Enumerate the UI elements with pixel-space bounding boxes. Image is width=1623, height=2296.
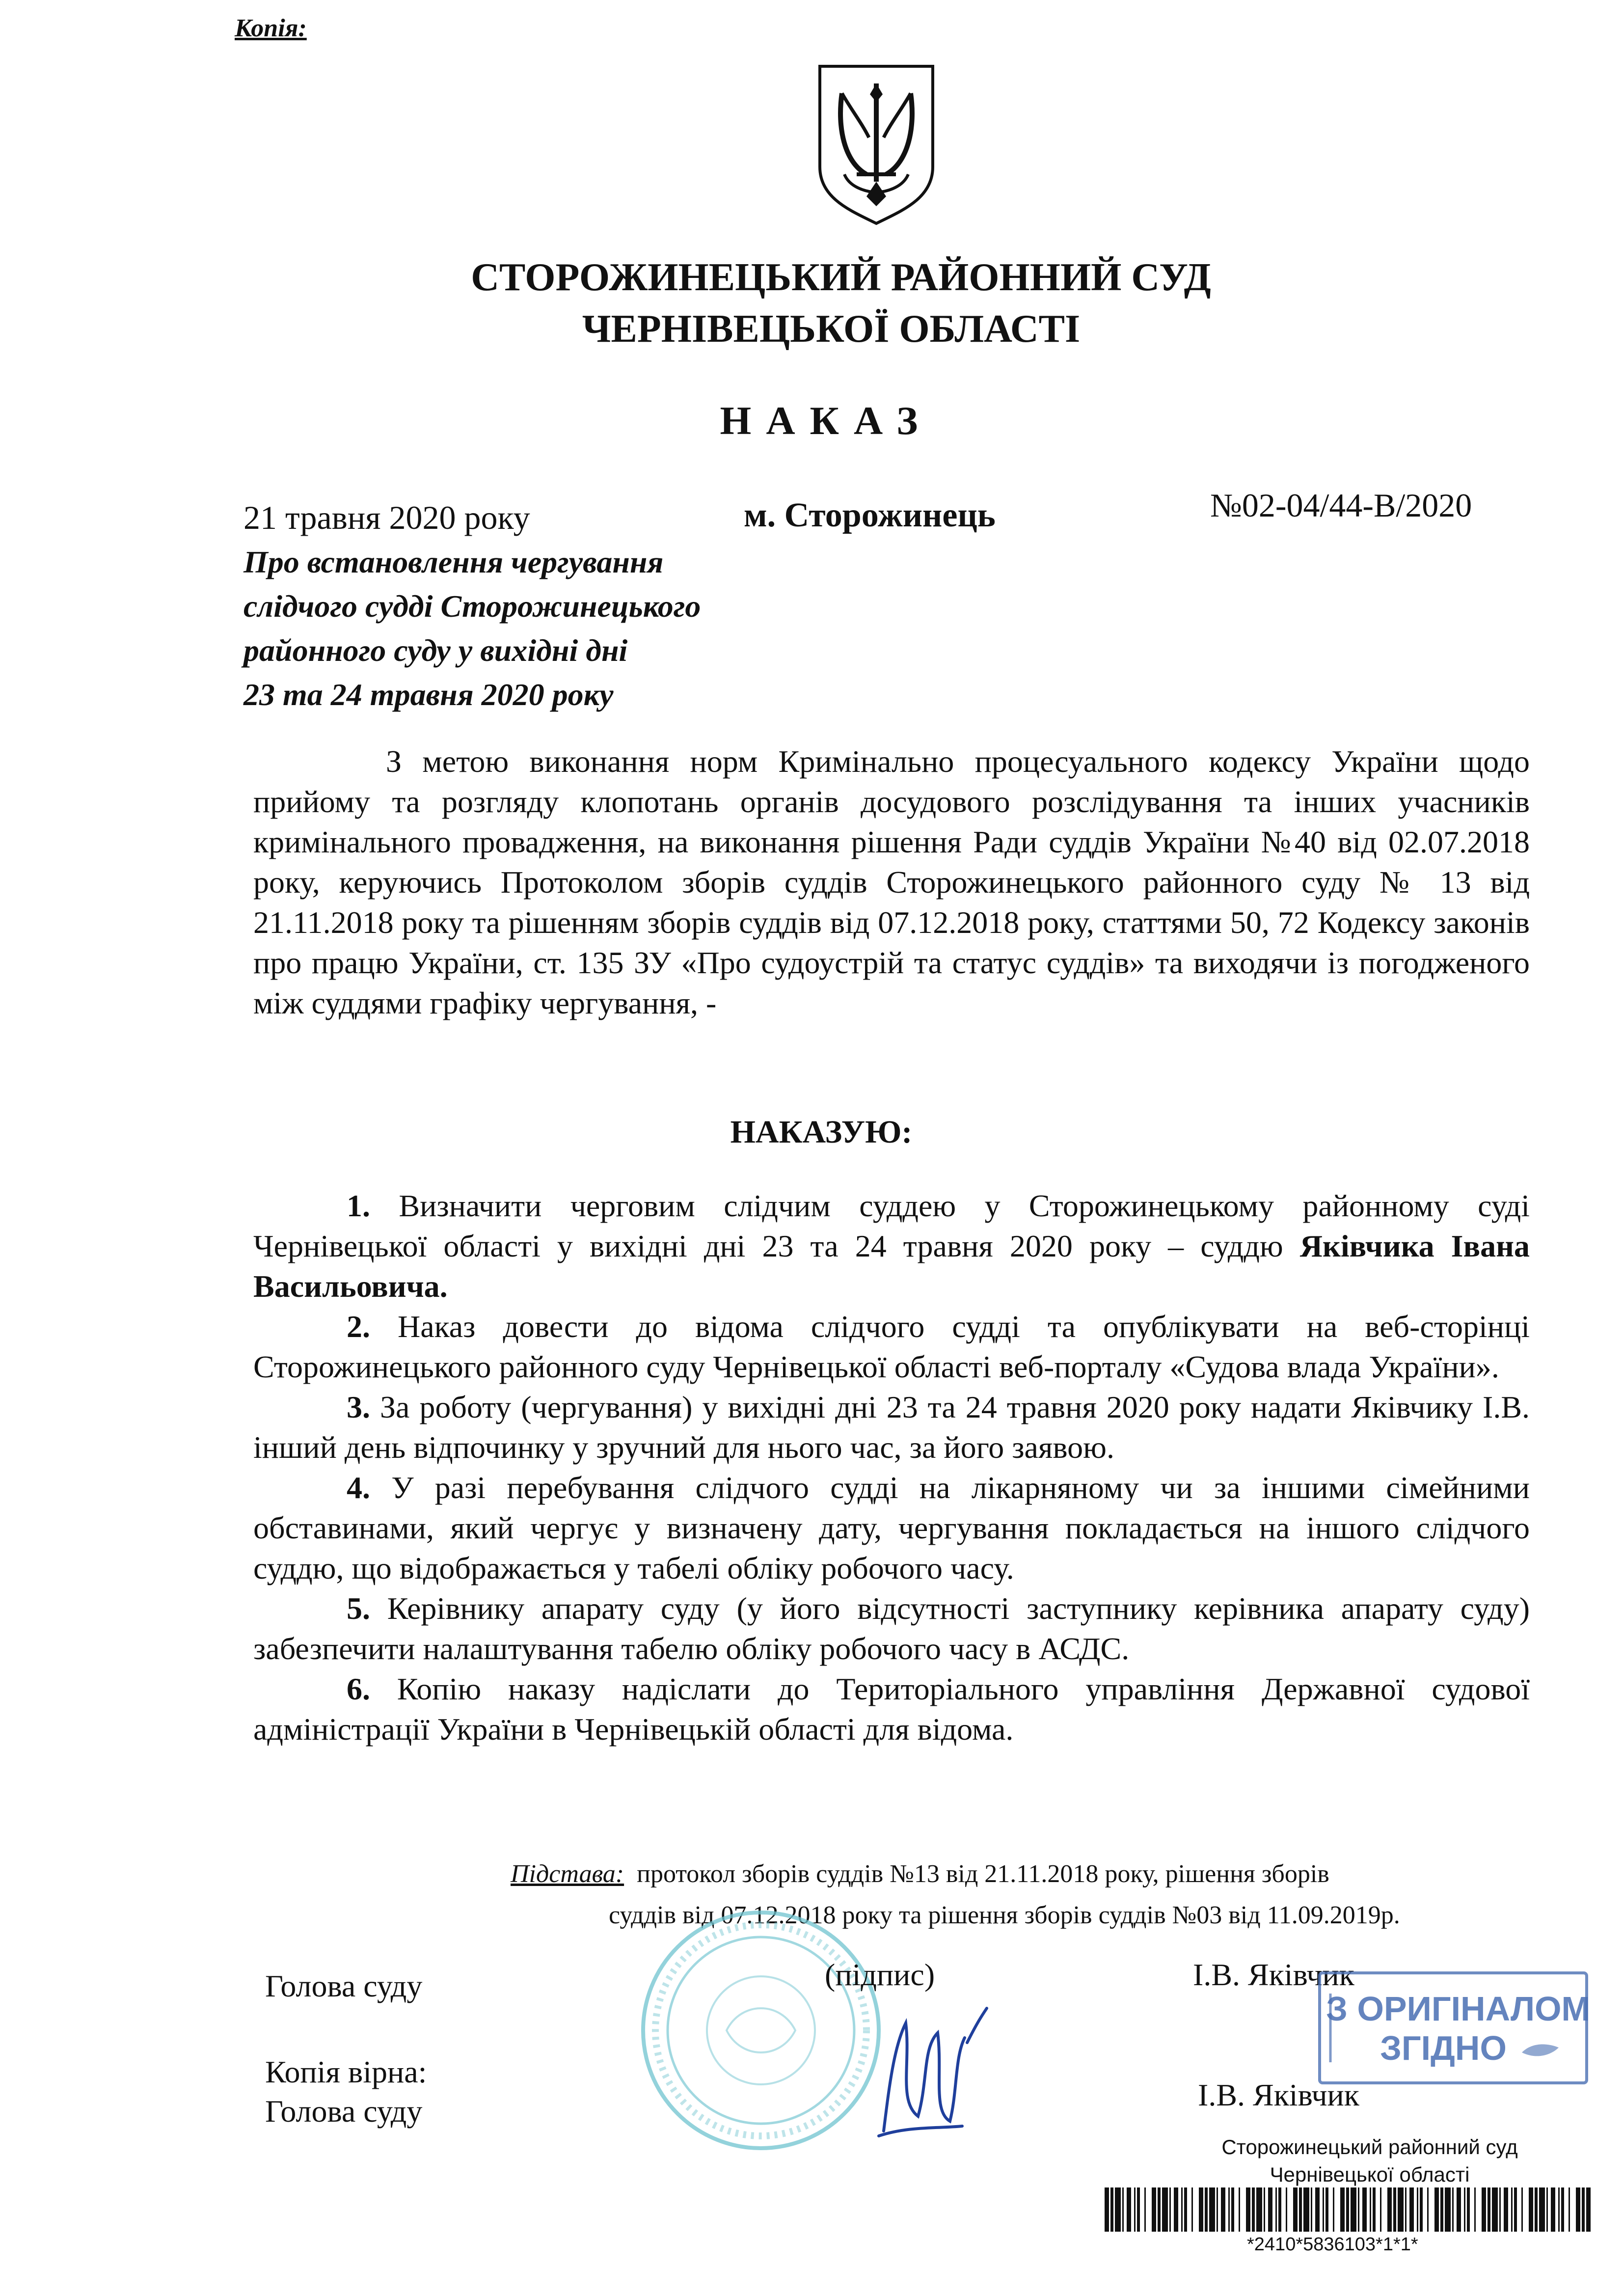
barcode-bar xyxy=(1521,2187,1523,2232)
barcode-bar xyxy=(1434,2187,1439,2232)
subject-line: районного суду у вихідні дні xyxy=(243,633,628,668)
barcode-bar xyxy=(1504,2187,1508,2232)
copy-mark: Копія: xyxy=(235,14,307,42)
stamp-line-1: З ОРИГІНАЛОМ xyxy=(1326,1990,1590,2028)
barcode-bar xyxy=(1162,2187,1168,2232)
barcode-bar xyxy=(1488,2187,1490,2232)
order-date: 21 травня 2020 року xyxy=(243,499,530,536)
order-item: 4. У разі перебування слідчого судді на лікарняному чи за іншими сімейними обставинами, який чергує у визначену дату, чергування покладається на іншого слідчого суддю, що відображається у табелі обліку робочого часу. xyxy=(253,1470,1530,1585)
barcode xyxy=(1105,2187,1591,2232)
barcode-bar xyxy=(1529,2187,1533,2232)
barcode-bar xyxy=(1340,2187,1345,2232)
barcode-bar xyxy=(1152,2187,1156,2232)
original-stamp xyxy=(1316,1969,1591,2087)
barcode-bar xyxy=(1303,2187,1309,2232)
decree-heading: НАКАЗУЮ: xyxy=(730,1114,913,1150)
barcode-bar xyxy=(1380,2187,1381,2232)
barcode-bar xyxy=(1239,2187,1240,2232)
basis-label: Підстава: xyxy=(511,1860,624,1888)
barcode-bar xyxy=(1181,2187,1183,2232)
footer-court: Сторожинецький районний суд Чернівецької області xyxy=(1221,2135,1518,2186)
signer-name: І.В. Яківчик xyxy=(1193,1957,1354,1992)
barcode-bar xyxy=(1482,2187,1486,2232)
barcode-bar xyxy=(1551,2187,1555,2232)
order-city: м. Сторожинець xyxy=(744,496,996,534)
order-item: 3. За роботу (чергування) у вихідні дні 23 та 24 травня 2020 року надати Яківчику І.В. інший день відпочинку у зручний для нього час, за його заявою. xyxy=(253,1390,1530,1465)
order-title: НАКАЗ xyxy=(720,398,933,443)
barcode-bar xyxy=(1231,2187,1234,2232)
subject-line: 23 та 24 травня 2020 року xyxy=(243,677,614,712)
subject-line: слідчого судді Сторожинецького xyxy=(243,589,701,624)
barcode-bar xyxy=(1398,2187,1404,2232)
barcode-bar xyxy=(1370,2187,1371,2232)
barcode-bar xyxy=(1315,2187,1320,2232)
barcode-bar xyxy=(1110,2187,1113,2232)
copy-true-label: Копія вірна: xyxy=(265,2054,427,2089)
order-items xyxy=(253,1186,1530,1749)
barcode-bar xyxy=(1333,2187,1334,2232)
barcode-bar xyxy=(1311,2187,1312,2232)
barcode-bar xyxy=(1115,2187,1121,2232)
court-seal-icon xyxy=(633,1903,889,2158)
barcode-bar xyxy=(1268,2187,1272,2232)
barcode-bar xyxy=(1246,2187,1250,2232)
signature-icon xyxy=(864,2003,992,2151)
barcode-bar xyxy=(1440,2187,1443,2232)
barcode-bar xyxy=(1582,2187,1585,2232)
barcode-bar xyxy=(1492,2187,1498,2232)
barcode-bar xyxy=(1558,2187,1560,2232)
barcode-bar xyxy=(1278,2187,1281,2232)
barcode-bar xyxy=(1286,2187,1287,2232)
barcode-bar xyxy=(1511,2187,1513,2232)
barcode-bar xyxy=(1221,2187,1225,2232)
barcode-text: *2410*5836103*1*1* xyxy=(1247,2234,1418,2255)
order-item: 5. Керівнику апарату суду (у його відсутності заступнику керівника апарату суду) забезпечити налаштування табелю обліку робочого часу в АСДС. xyxy=(253,1591,1530,1666)
head-label: Голова суду xyxy=(265,1968,423,2003)
barcode-bar xyxy=(1464,2187,1465,2232)
barcode-bar xyxy=(1576,2187,1580,2232)
barcode-bar xyxy=(1217,2187,1218,2232)
barcode-bar xyxy=(1209,2187,1215,2232)
barcode-bar xyxy=(1199,2187,1203,2232)
barcode-bar xyxy=(1457,2187,1461,2232)
barcode-bar xyxy=(1191,2187,1193,2232)
barcode-bar xyxy=(1293,2187,1298,2232)
barcode-bar xyxy=(1420,2187,1423,2232)
barcode-bar xyxy=(1362,2187,1367,2232)
barcode-bar xyxy=(1228,2187,1230,2232)
barcode-bar xyxy=(1586,2187,1591,2232)
order-item: 6. Копію наказу надіслати до Територіального управління Державної судової адміністрації України в Чернівецькій області для відома. xyxy=(253,1671,1530,1747)
barcode-bar xyxy=(1134,2187,1136,2232)
basis-line: протокол зборів суддів №13 від 21.11.2018 року, рішення зборів xyxy=(637,1860,1329,1888)
barcode-bar xyxy=(1387,2187,1392,2232)
barcode-bar xyxy=(1346,2187,1349,2232)
barcode-bar xyxy=(1144,2187,1146,2232)
barcode-bar xyxy=(1467,2187,1470,2232)
barcode-bar xyxy=(1452,2187,1454,2232)
coat-of-arms-icon xyxy=(815,64,938,226)
barcode-bar xyxy=(1358,2187,1359,2232)
barcode-bar xyxy=(1373,2187,1376,2232)
barcode-bar xyxy=(1539,2187,1545,2232)
barcode-bar xyxy=(1427,2187,1429,2232)
barcode-bar xyxy=(1514,2187,1517,2232)
stamp-line-2: ЗГІДНО xyxy=(1380,2029,1507,2067)
barcode-bar xyxy=(1127,2187,1131,2232)
barcode-bar xyxy=(1546,2187,1548,2232)
barcode-bar xyxy=(1169,2187,1171,2232)
order-item: 1. Визначити черговим слідчим суддею у Сторожинецькому районному суді Чернівецької області у вихідні дні 23 та 24 травня 2020 року – суддю Яківчика Івана Васильовича. xyxy=(253,1188,1530,1304)
court-name-line2: ЧЕРНІВЕЦЬКОЇ ОБЛАСТІ xyxy=(582,307,1081,351)
barcode-bar xyxy=(1256,2187,1262,2232)
barcode-bar xyxy=(1205,2187,1208,2232)
barcode-bar xyxy=(1325,2187,1328,2232)
barcode-bar xyxy=(1105,2187,1109,2232)
barcode-bar xyxy=(1122,2187,1124,2232)
barcode-bar xyxy=(1252,2187,1255,2232)
barcode-bar xyxy=(1137,2187,1140,2232)
barcode-bar xyxy=(1409,2187,1414,2232)
barcode-bar xyxy=(1184,2187,1187,2232)
barcode-bar xyxy=(1299,2187,1302,2232)
barcode-bar xyxy=(1405,2187,1407,2232)
order-number: №02-04/44-В/2020 xyxy=(1210,487,1472,524)
barcode-bar xyxy=(1158,2187,1161,2232)
preamble-text: З метою виконання норм Кримінально процесуального кодексу України щодо прийому та розгляду клопотань органів досудового розслідування та інших учасників кримінального провадження, на виконання рішення Ради суддів України №40 від 02.07.2018 року, керуючись Протоколом зборів суддів Сторожинецького районного суду № 13 від 21.11.2018 року та рішенням зборів суддів від 07.12.2018 року, статтями 50, 72 Кодексу законів про працю України, ст. 135 ЗУ «Про судоустрій та статус суддів» та виходячи із погодженого між суддями графіку чергування, - xyxy=(253,744,1530,1020)
barcode-bar xyxy=(1393,2187,1396,2232)
signature-note: (підпис) xyxy=(825,1957,935,1992)
barcode-bar xyxy=(1561,2187,1564,2232)
preamble xyxy=(253,741,1530,1023)
barcode-bar xyxy=(1275,2187,1277,2232)
barcode-bar xyxy=(1264,2187,1265,2232)
head-label-2: Голова суду xyxy=(265,2094,423,2129)
order-subject xyxy=(243,540,701,717)
signer-name-2: І.В. Яківчик xyxy=(1198,2077,1359,2112)
barcode-bar xyxy=(1535,2187,1538,2232)
barcode-bar xyxy=(1445,2187,1451,2232)
barcode-bar xyxy=(1499,2187,1501,2232)
order-item: 2. Наказ довести до відома слідчого судді та опублікувати на веб-сторінці Сторожинецького районного суду Чернівецької області веб-порталу «Судова влада України». xyxy=(253,1309,1530,1384)
barcode-bar xyxy=(1351,2187,1356,2232)
barcode-bar xyxy=(1569,2187,1570,2232)
barcode-bar xyxy=(1417,2187,1418,2232)
basis-line: суддів від 07.12.2018 року та рішення зборів суддів №03 від 11.09.2019р. xyxy=(609,1901,1400,1929)
barcode-bar xyxy=(1474,2187,1476,2232)
barcode-bar xyxy=(1174,2187,1178,2232)
subject-line: Про встановлення чергування xyxy=(243,545,664,579)
barcode-bar xyxy=(1323,2187,1324,2232)
court-name-line1: СТОРОЖИНЕЦЬКИЙ РАЙОННИЙ СУД xyxy=(471,256,1211,299)
